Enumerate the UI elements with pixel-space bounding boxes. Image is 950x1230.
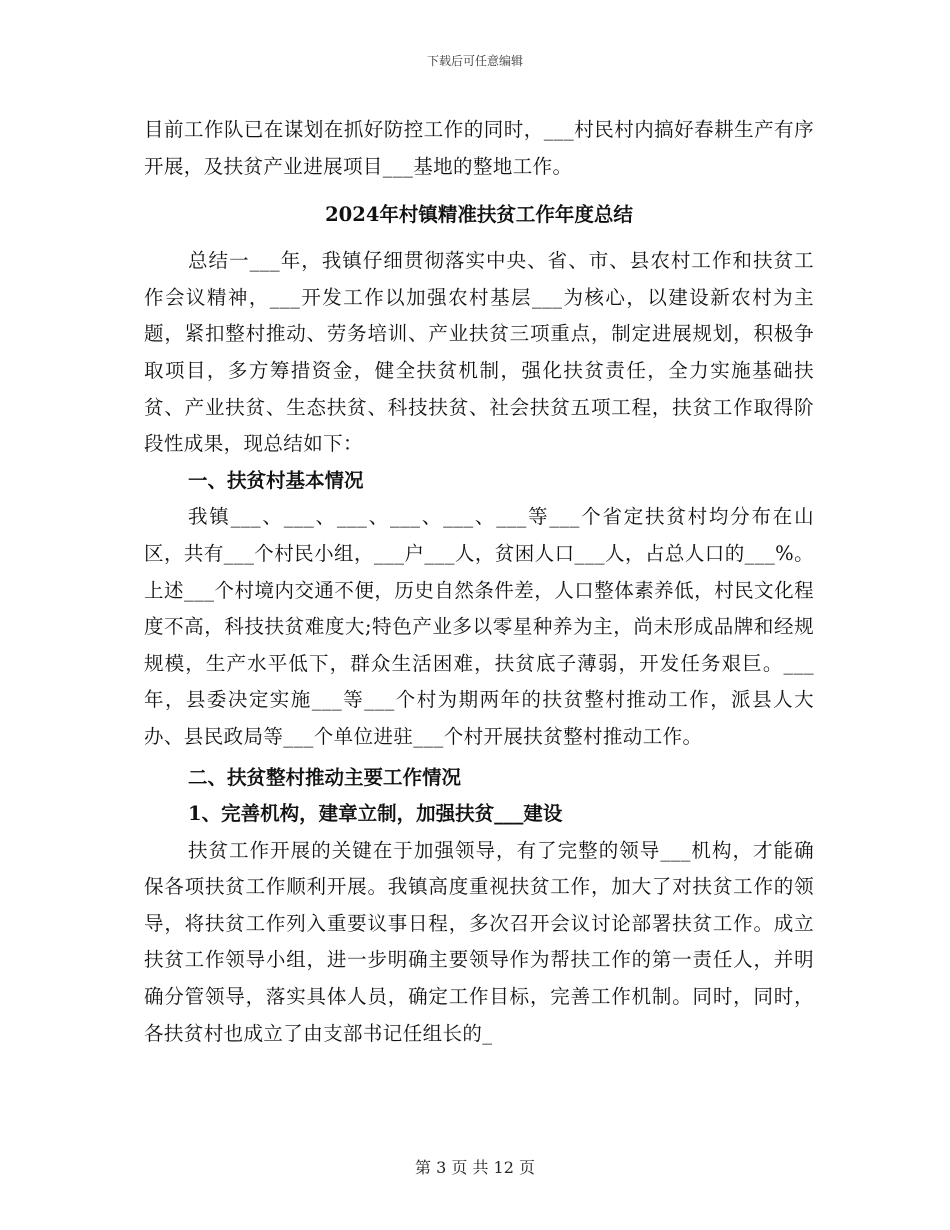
intro-paragraph: 目前工作队已在谋划在抓好防控工作的同时，___村民村内搞好春耕生产有序开展，及扶贫产业进展项目___基地的整地工作。 xyxy=(144,118,814,178)
document-title: 2024年村镇精准扶贫工作年度总结 xyxy=(325,203,633,227)
subsection-1-heading: 1、完善机构，建章立制，加强扶贫___建设 xyxy=(188,802,563,826)
section-2-heading: 二、扶贫整村推动主要工作情况 xyxy=(188,765,462,789)
download-note: 下载后可任意编辑 xyxy=(426,54,523,68)
document-body xyxy=(144,112,814,1052)
subsection-1-paragraph: 扶贫工作开展的关键在于加强领导，有了完整的领导___机构，才能确保各项扶贫工作顺利开展。我镇高度重视扶贫工作，加大了对扶贫工作的领导，将扶贫工作列入重要议事日程，多次召开会议讨论部署扶贫工作。成立扶贫工作领导小组，进一步明确主要领导作为帮扶工作的第一责任人，并明确分管领导，落实具体人员，确定工作目标，完善工作机制。同时，同时，各扶贫村也成立了由支部书记任组长的_ xyxy=(144,838,814,1045)
summary-paragraph: 总结一___年，我镇仔细贯彻落实中央、省、市、县农村工作和扶贫工作会议精神，___开发工作以加强农村基层___为核心，以建设新农村为主题，紧扣整村推动、劳务培训、产业扶贫三项重点，制定进展规划，积极争取项目，多方筹措资金，健全扶贫机制，强化扶贫责任，全力实施基础扶贫、产业扶贫、生态扶贫、科技扶贫、社会扶贫五项工程，扶贫工作取得阶段性成果，现总结如下： xyxy=(144,249,814,456)
section-1-paragraph: 我镇___、___、___、___、___、___等___个省定扶贫村均分布在山区，共有___个村民小组，___户___人，贫困人口___人，占总人口的___%。上述___个村境内交通不便，历史自然条件差，人口整体素养低，村民文化程度不高，科技扶贫难度大;特色产业多以零星种养为主，尚未形成品牌和经规规模，生产水平低下，群众生活困难，扶贫底子薄弱，开发任务艰巨。___年，县委决定实施___等___个村为期两年的扶贫整村推动工作，派县人大办、县民政局等___个单位进驻___个村开展扶贫整村推动工作。 xyxy=(144,505,814,748)
section-1-heading: 一、扶贫村基本情况 xyxy=(188,468,364,492)
page-number: 第 3 页 共 12 页 xyxy=(415,1158,535,1177)
